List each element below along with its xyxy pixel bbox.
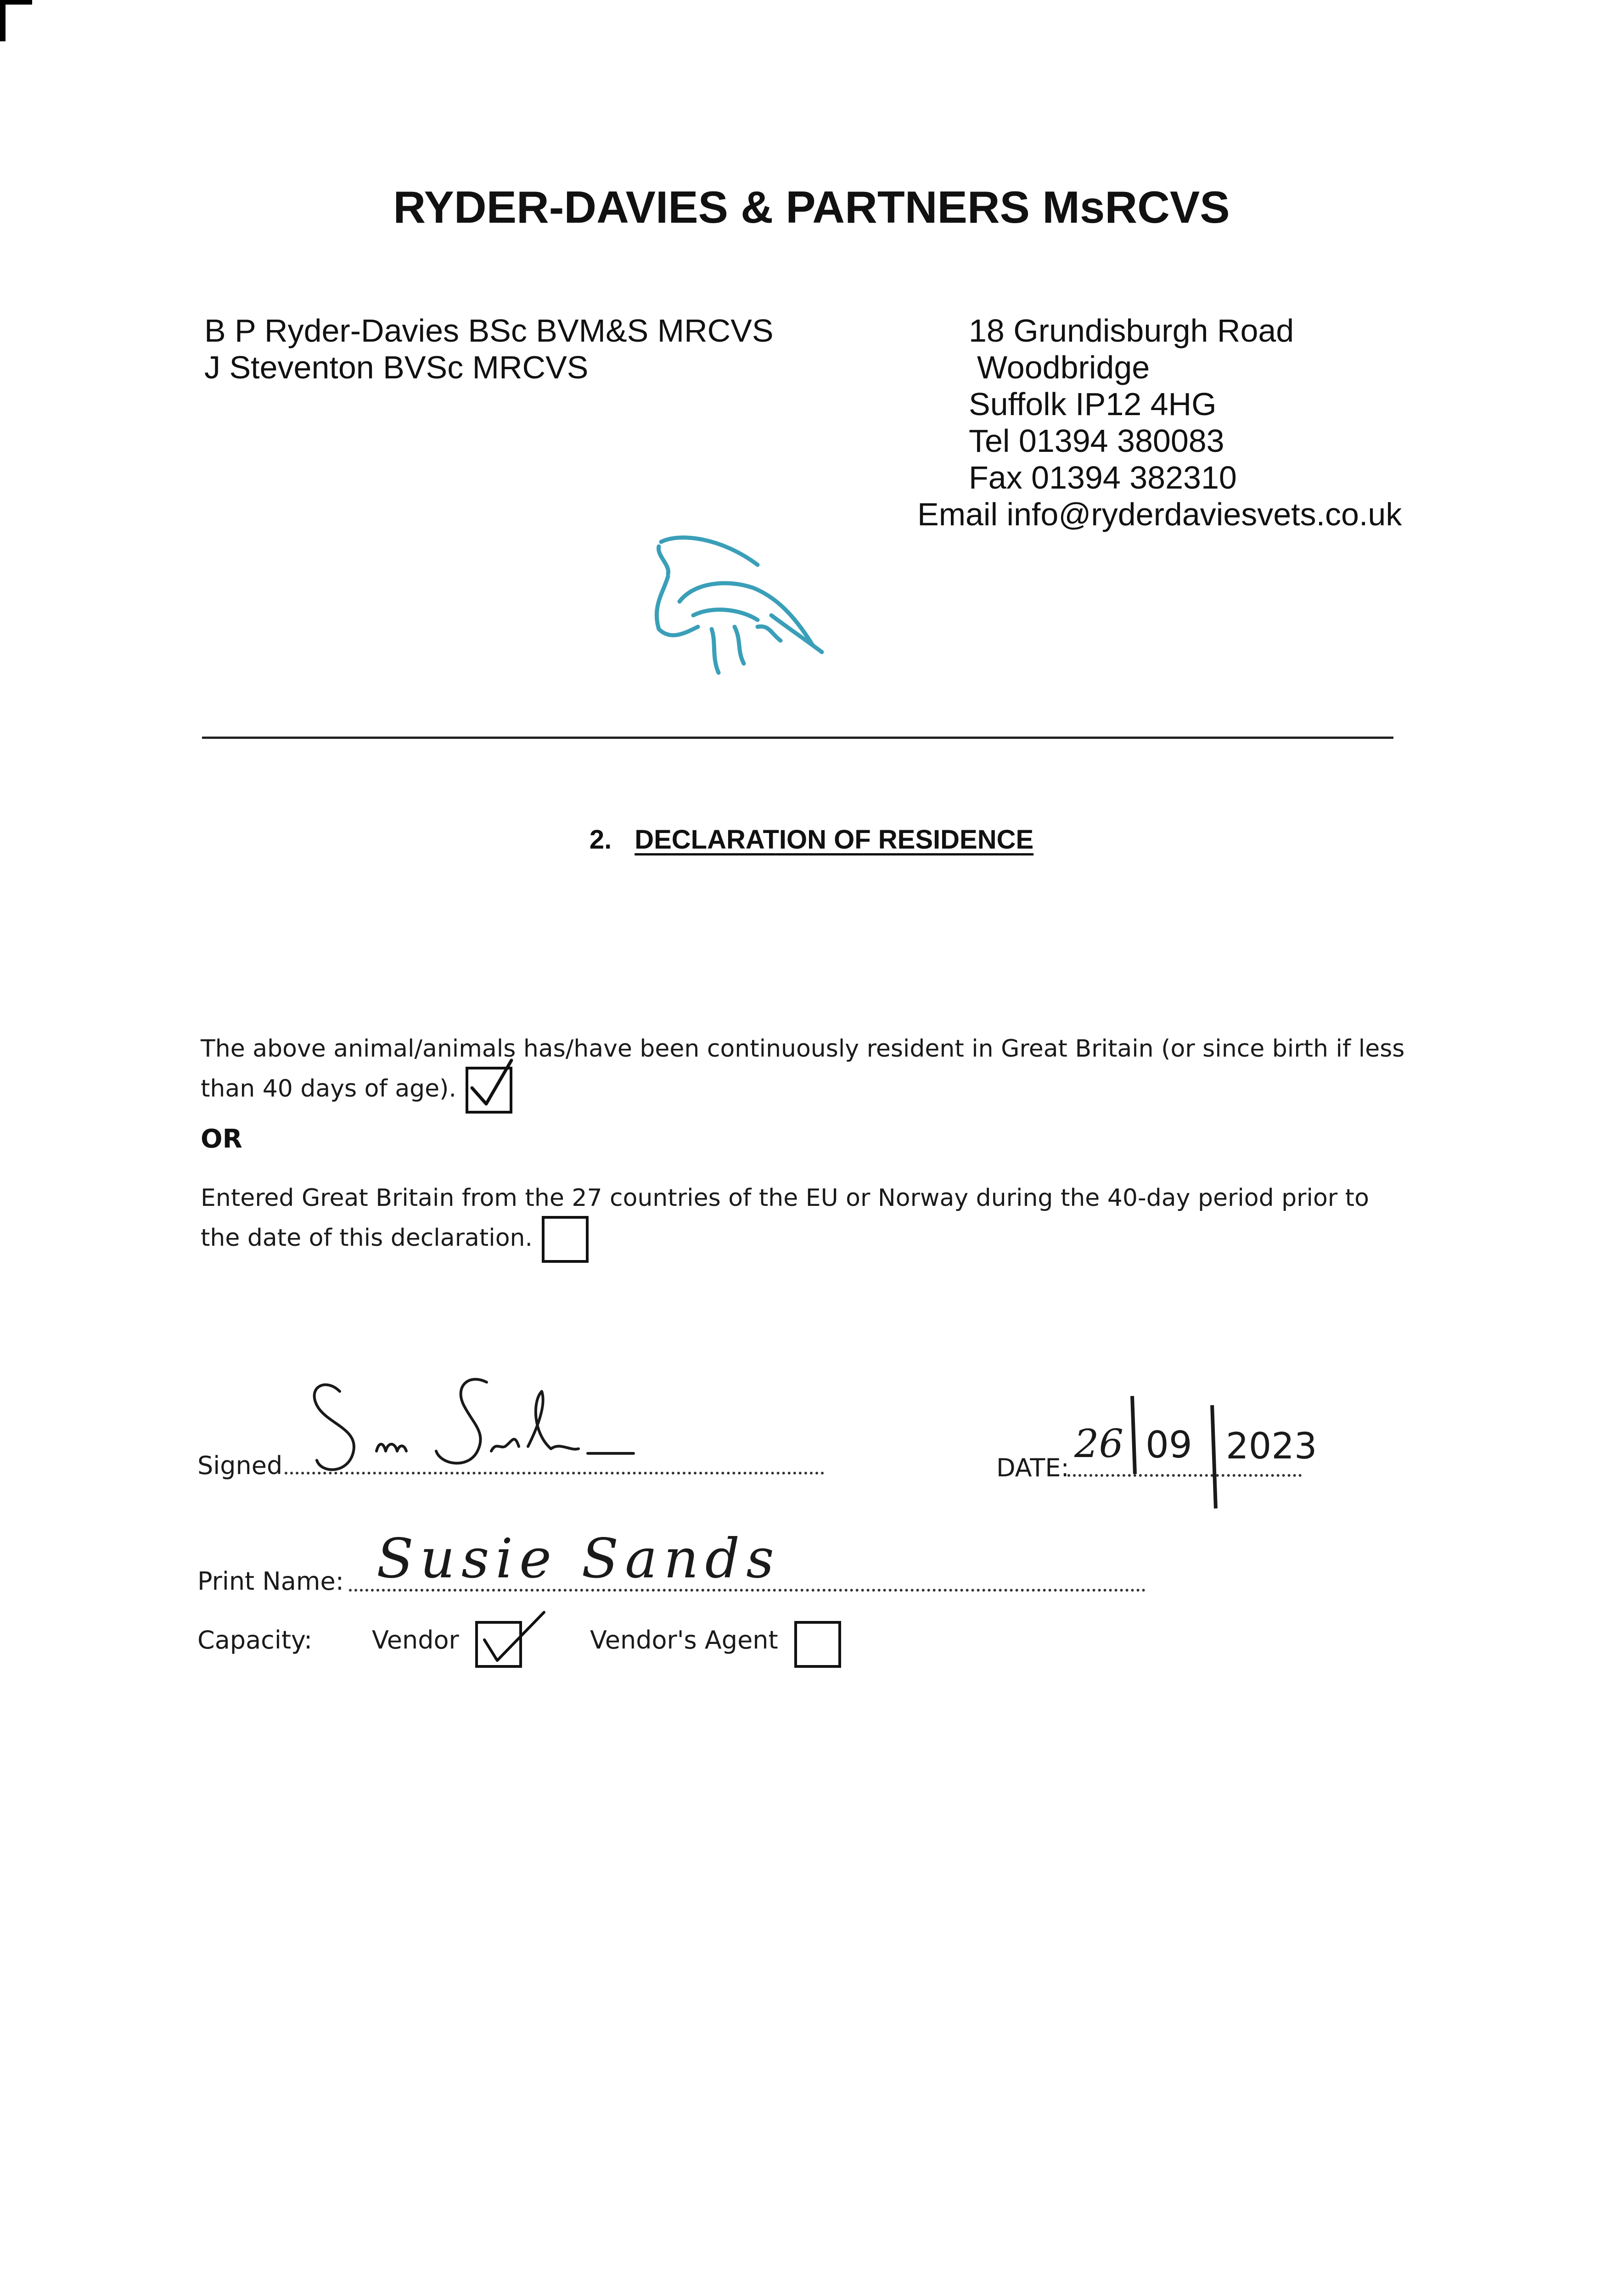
option-2-text: Entered Great Britain from the 27 countries of the EU or Norway during the 40-day period prior to the date of this declaration. [201,1184,1369,1252]
option-1-checkbox[interactable] [466,1067,512,1114]
partner-name: B P Ryder-Davies BSc BVM&S MRCVS [204,313,774,349]
date-separator [1210,1405,1218,1508]
vendor-checkbox-wrap [475,1621,522,1668]
section-heading [0,824,1623,855]
date-month[interactable]: 09 [1146,1424,1192,1466]
vendor-label: Vendor [372,1626,459,1654]
section-title: DECLARATION OF RESIDENCE [635,825,1034,855]
firm-name: RYDER-DAVIES & PARTNERS MsRCVS [393,182,1230,232]
date-line [1067,1474,1302,1477]
date-year[interactable]: 2023 [1226,1426,1317,1467]
checkmark-icon [475,1615,544,1674]
option-2-checkbox[interactable] [542,1216,589,1263]
vendor-agent-label: Vendor's Agent [590,1626,778,1654]
address-fax: Fax 01394 382310 [969,460,1237,495]
horse-head-logo-icon [643,528,845,693]
vendor-checkbox[interactable] [475,1621,522,1668]
address-email: Email info@ryderdaviesvets.co.uk [917,496,1402,532]
address-street: 18 Grundisburgh Road [969,313,1294,349]
practice-address [917,312,1402,533]
declaration-option-2 [201,1180,1413,1263]
address-county-postcode: Suffolk IP12 4HG [969,386,1217,422]
date-separator [1130,1396,1137,1474]
header-divider [202,737,1393,739]
scan-corner-mark [0,0,32,5]
date-day[interactable]: 26 [1074,1421,1123,1466]
partner-name: J Steventon BVSc MRCVS [204,349,589,385]
print-name-value[interactable]: Susie Sands [376,1527,781,1590]
declaration-option-1 [201,1031,1413,1114]
address-tel: Tel 01394 380083 [969,423,1224,459]
address-town: Woodbridge [977,349,1150,385]
option-1-text: The above animal/animals has/have been continuously resident in Great Britain (or since birth if less than 40 days of age). [201,1035,1405,1103]
handwritten-signature[interactable] [303,1373,652,1483]
or-separator: OR [201,1124,242,1154]
signed-label: Signed [197,1451,283,1480]
section-number: 2. [589,825,612,855]
capacity-label: Capacity: [197,1626,313,1654]
partners-list [204,312,774,386]
checkmark-icon [466,1060,516,1115]
print-name-label: Print Name: [197,1567,344,1596]
vendor-agent-checkbox[interactable] [794,1621,841,1668]
scan-corner-mark [0,0,6,41]
date-label: DATE: [996,1453,1069,1482]
vendor-agent-checkbox-wrap [794,1621,841,1668]
